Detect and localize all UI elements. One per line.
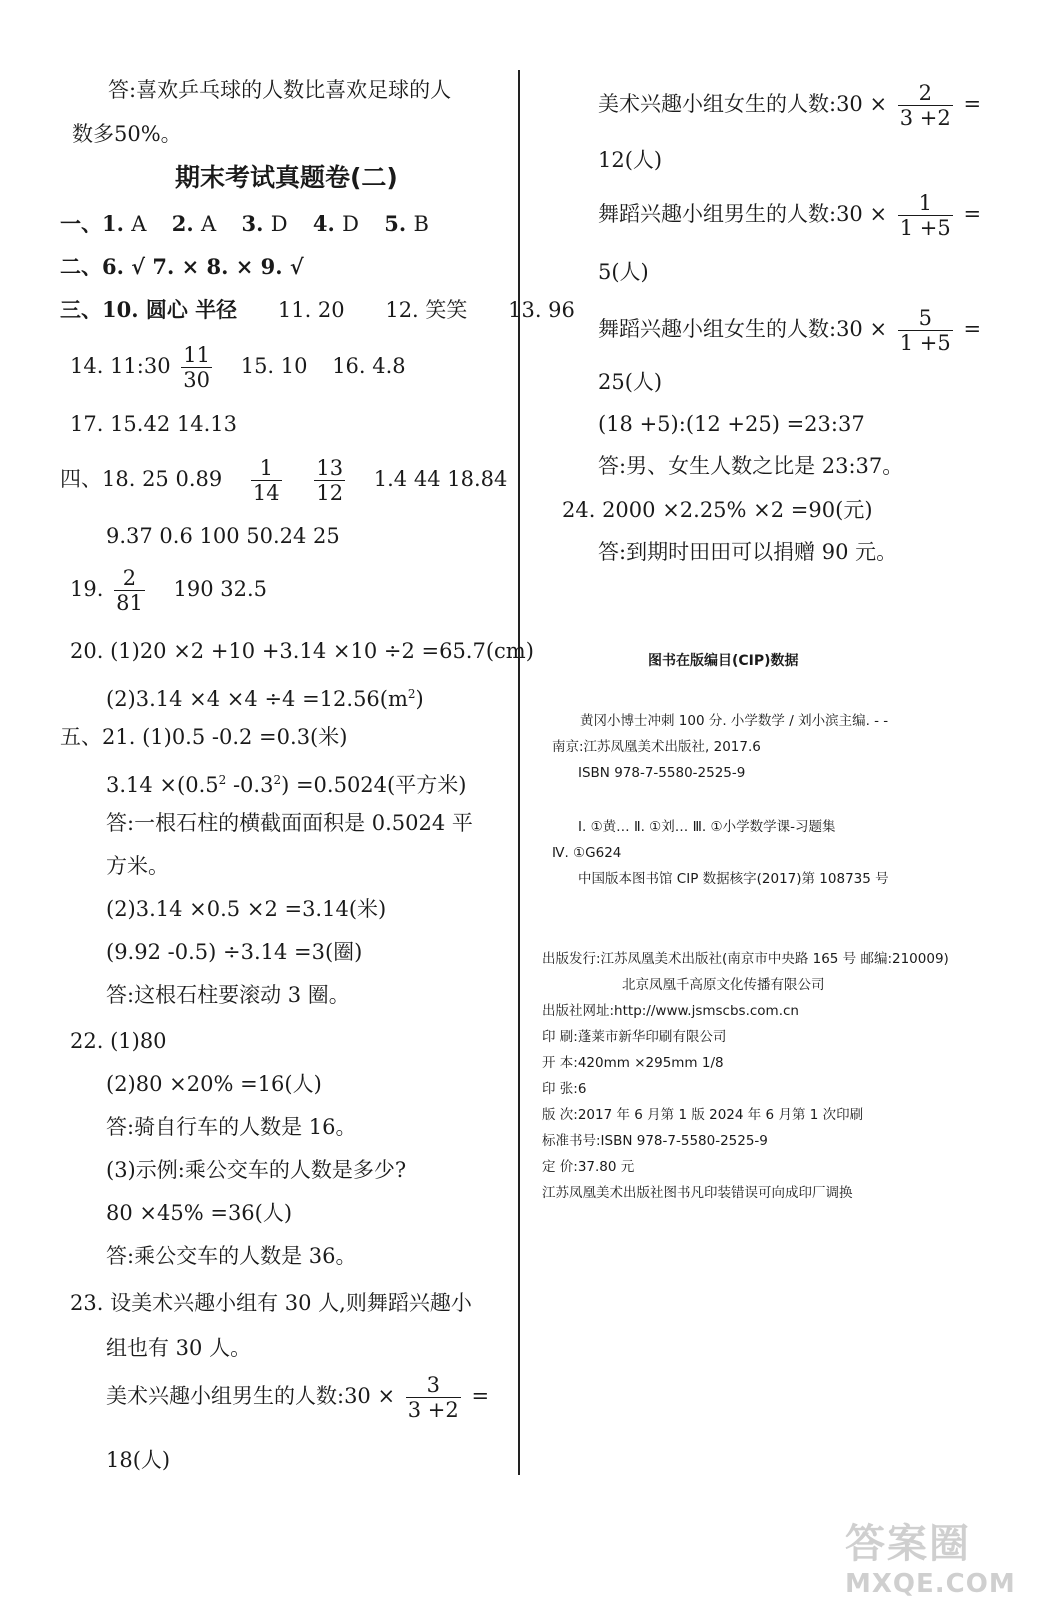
section-3-row2: [70, 342, 406, 392]
publisher-line: 北京凤凰千高原文化传播有限公司: [622, 977, 825, 993]
answer-line: 答:乘公交车的人数是 36。: [106, 1244, 357, 1268]
watermark: [845, 1512, 1035, 1599]
answer-line: 答:到期时田田可以捐赠 90 元。: [598, 540, 898, 564]
q2-label: 2.: [171, 211, 194, 236]
q10: 三、10. 圆心 半径: [60, 297, 238, 322]
answer-q5: B: [413, 212, 429, 236]
r-line: 12(人): [598, 148, 663, 172]
q14: 14. 11:30: [70, 354, 171, 378]
answer-line: 答:这根石柱要滚动 3 圈。: [106, 983, 350, 1007]
publisher-line: 印 刷:蓬莱市新华印刷有限公司: [542, 1029, 727, 1045]
answer-line: 答:男、女生人数之比是 23:37。: [598, 454, 904, 478]
publisher-line: 出版社网址:http://www.jsmscbs.com.cn: [542, 1003, 799, 1019]
fraction: $\frac{11}{30}$: [183, 343, 211, 392]
cip-line: ISBN 978-7-5580-2525-9: [578, 765, 746, 781]
answer-line: 数多50%。: [72, 122, 182, 146]
q19-label: 19.: [70, 577, 104, 601]
cip-title: 图书在版编目(CIP)数据: [648, 653, 799, 669]
answer-q3: D: [270, 212, 288, 236]
q19-b: 190 32.5: [173, 577, 268, 601]
section-4-row1: [60, 455, 507, 505]
q18-a: 四、18. 25 0.89: [60, 467, 223, 491]
answer-line: 方米。: [106, 854, 169, 878]
publisher-line: 版 次:2017 年 6 月第 1 版 2024 年 6 月第 1 次印刷: [542, 1107, 864, 1123]
cip-line: 南京:江苏凤凰美术出版社, 2017.6: [552, 739, 761, 755]
q15: 15. 10: [240, 354, 308, 378]
section-1-head: 一、1.: [60, 211, 124, 236]
fraction: $\frac{13}{12}$: [316, 456, 344, 505]
publisher-line: 定 价:37.80 元: [542, 1159, 635, 1175]
r-line: (18 +5):(12 +25) =23:37: [598, 412, 865, 436]
publisher-line: 印 张:6: [542, 1081, 587, 1097]
cip-line: Ⅳ. ①G624: [552, 845, 622, 861]
q5-label: 5.: [384, 211, 407, 236]
answer-line: 答:一根石柱的横截面面积是 0.5024 平: [106, 811, 473, 835]
fraction: $\frac{2}{3 +2}$: [899, 81, 951, 130]
fraction: $\frac{1}{14}$: [252, 456, 280, 505]
q23-1: 23. 设美术兴趣小组有 30 人,则舞蹈兴趣小: [70, 1291, 472, 1315]
r-line: 美术兴趣小组女生的人数:30 × $\frac{2}{3 +2}$ =: [598, 81, 982, 130]
q22-line: 80 ×45% =36(人): [106, 1201, 293, 1225]
q18-b: 1.4 44 18.84: [373, 467, 508, 491]
answer-line: 答:喜欢乒乓球的人数比喜欢足球的人: [108, 78, 452, 102]
q21-line: (2)3.14 ×0.5 ×2 =3.14(米): [106, 897, 387, 921]
answer-q2: A: [200, 212, 217, 236]
r-line: 舞蹈兴趣小组男生的人数:30 × $\frac{1}{1 +5}$ =: [598, 191, 982, 240]
answer-q4: D: [342, 212, 359, 236]
r-line: 舞蹈兴趣小组女生的人数:30 × $\frac{5}{1 +5}$ =: [598, 306, 982, 355]
q19: [70, 565, 267, 615]
fraction: $\frac{5}{1 +5}$: [899, 306, 951, 355]
section-3-row1: [60, 296, 575, 324]
cip-line: 中国版本图书馆 CIP 数据核字(2017)第 108735 号: [578, 871, 889, 887]
section-1-answers: [60, 210, 429, 238]
q4-label: 4.: [312, 211, 335, 236]
watermark-logo: 答案圈: [845, 1521, 971, 1567]
q13: 13. 96: [508, 298, 575, 322]
q23-2: 组也有 30 人。: [106, 1336, 252, 1360]
fraction: $\frac{2}{81}$: [116, 566, 143, 615]
fraction: $\frac{3}{3 +2}$: [407, 1373, 459, 1422]
q17: 17. 15.42 14.13: [70, 412, 237, 436]
q3-label: 3.: [241, 211, 264, 236]
q22-line: (3)示例:乘公交车的人数是多少?: [106, 1158, 407, 1182]
q23-4: 18(人): [106, 1448, 171, 1472]
publisher-line: 标准书号:ISBN 978-7-5580-2525-9: [542, 1133, 768, 1149]
q22-1: 22. (1)80: [70, 1029, 167, 1053]
answer-line: 答:骑自行车的人数是 16。: [106, 1115, 357, 1139]
q23-3: 美术兴趣小组男生的人数:30 × $\frac{3}{3 +2}$ =: [106, 1373, 490, 1422]
q20-1: 20. (1)20 ×2 +10 +3.14 ×10 ÷2 =65.7(cm): [70, 639, 534, 663]
cip-line: Ⅰ. ①黄… Ⅱ. ①刘… Ⅲ. ①小学数学课-习题集: [578, 819, 836, 835]
r-line: 25(人): [598, 370, 663, 394]
q20-2: $(2)3.14 \times 4 \times 4 \div 4 =12.56(m^2)$: [106, 687, 424, 711]
answer-q1: A: [131, 212, 147, 236]
q11: 11. 20: [277, 298, 345, 322]
publisher-line: 出版发行:江苏凤凰美术出版社(南京市中央路 165 号 邮编:210009): [542, 951, 949, 967]
q22-line: (2)80 ×20% =16(人): [106, 1072, 322, 1096]
cip-line: 黄冈小博士冲刺 100 分. 小学数学 / 刘小滨主编. - -: [580, 713, 889, 729]
r-line: 5(人): [598, 260, 649, 284]
q18-c: 9.37 0.6 100 50.24 25: [106, 524, 340, 548]
column-divider: [518, 70, 520, 1475]
publisher-line: 江苏凤凰美术出版社图书凡印装错误可向成印厂调换: [542, 1185, 853, 1201]
q21-line: (9.92 -0.5) ÷3.14 =3(圈): [106, 940, 363, 964]
publisher-line: 开 本:420mm ×295mm 1/8: [542, 1055, 724, 1071]
q21-1: 五、21. (1)0.5 -0.2 =0.3(米): [60, 725, 348, 749]
section-2-answers: 二、6. √ 7. × 8. × 9. √: [60, 254, 304, 279]
q16: 16. 4.8: [332, 354, 406, 378]
q24: 24. 2000 ×2.25% ×2 =90(元): [562, 498, 873, 522]
section-title: 期末考试真题卷(二): [175, 163, 398, 192]
watermark-site: MXQE.COM: [845, 1569, 1016, 1599]
q12: 12. 笑笑: [385, 298, 468, 322]
fraction: $\frac{1}{1 +5}$: [899, 191, 951, 240]
q21-2: $3.14 \times(0.5^2$ $-0.3^2) =0.5024$(平方米): [106, 773, 467, 797]
